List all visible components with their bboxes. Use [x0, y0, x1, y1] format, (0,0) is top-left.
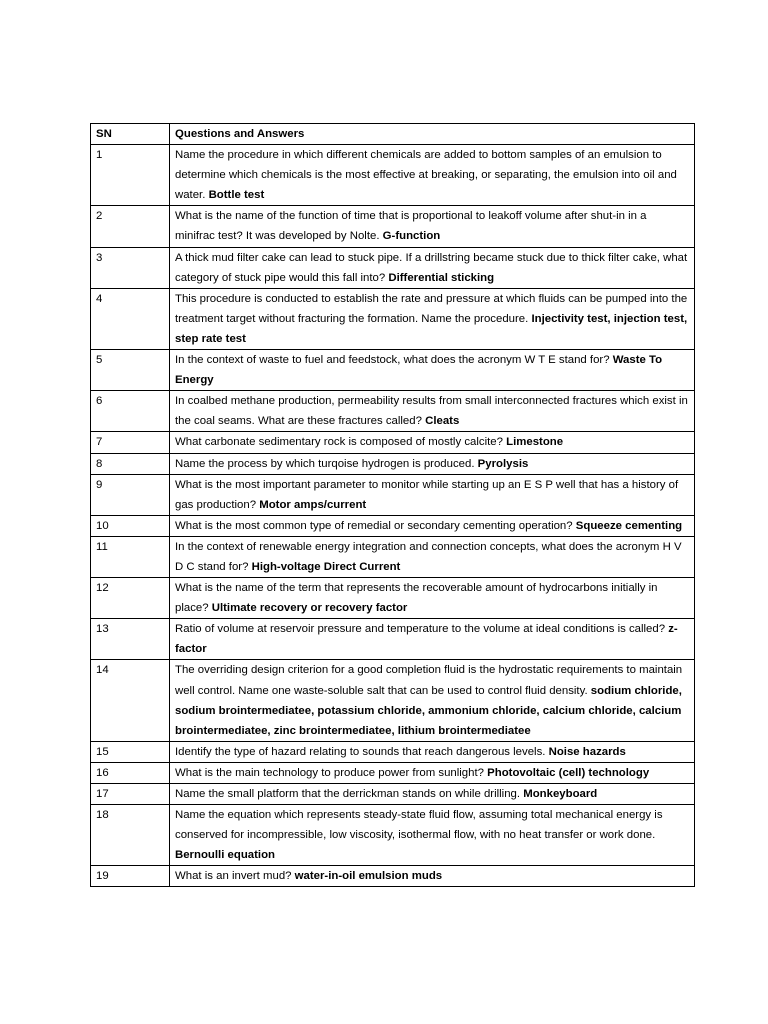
answer-text: Photovoltaic (cell) technology [487, 766, 650, 779]
question-text: What is the name of the term that represents the recoverable amount of hydrocarbons initially in place? [175, 582, 658, 615]
answer-text: Motor amps/current [259, 498, 367, 511]
question-text: In the context of waste to fuel and feedstock, what does the acronym W T E stand for? [175, 354, 613, 367]
answer-text: G-function [382, 230, 441, 243]
row-sn: 6 [91, 391, 170, 432]
question-text: What is an invert mud? [175, 870, 295, 883]
answer-text: Bottle test [208, 189, 265, 202]
row-question-answer [170, 805, 695, 866]
table-row [91, 145, 695, 206]
row-question-answer [170, 536, 695, 577]
question-text: Name the equation which represents steady-state fluid flow, assuming total mechanical energy is conserved for incompressible, low viscosity, isothermal flow, with no heat transfer or work done. [175, 809, 663, 842]
table-row [91, 206, 695, 247]
row-question-answer [170, 619, 695, 660]
table-row [91, 288, 695, 349]
row-sn: 9 [91, 474, 170, 515]
row-question-answer [170, 391, 695, 432]
header-sn: SN [91, 124, 170, 145]
question-text: What is the most common type of remedial or secondary cementing operation? [175, 519, 576, 532]
table-row [91, 391, 695, 432]
row-sn: 17 [91, 784, 170, 805]
table-row [91, 474, 695, 515]
table-row [91, 536, 695, 577]
row-question-answer [170, 288, 695, 349]
row-sn: 15 [91, 741, 170, 762]
table-row [91, 660, 695, 741]
answer-text: Cleats [425, 415, 460, 428]
answer-text: Ultimate recovery or recovery factor [211, 602, 408, 615]
row-sn: 16 [91, 762, 170, 783]
table-row [91, 762, 695, 783]
question-text: What is the most important parameter to monitor while starting up an E S P well that has a history of gas production? [175, 478, 679, 511]
row-question-answer [170, 515, 695, 536]
row-sn: 4 [91, 288, 170, 349]
row-sn: 13 [91, 619, 170, 660]
table-row [91, 741, 695, 762]
table-row [91, 619, 695, 660]
question-text: The overriding design criterion for a good completion fluid is the hydrostatic requirements to maintain well control. Name one waste-soluble salt that can be used to control fluid density. [175, 664, 683, 697]
row-sn: 2 [91, 206, 170, 247]
row-question-answer [170, 762, 695, 783]
answer-text: Waste To Energy [175, 354, 663, 387]
question-text: Name the small platform that the derrickman stands on while drilling. [175, 788, 524, 800]
table-body [91, 145, 695, 887]
table-row [91, 784, 695, 805]
row-sn: 19 [91, 866, 170, 887]
answer-text: Squeeze cementing [575, 519, 683, 532]
table-row [91, 866, 695, 887]
question-text: Identify the type of hazard relating to sounds that reach dangerous levels. [175, 745, 549, 758]
table-row [91, 805, 695, 866]
question-text: In the context of renewable energy integration and connection concepts, what does the acronym H V D C stand for? [175, 540, 682, 573]
row-question-answer [170, 247, 695, 288]
question-text: Name the process by which turqoise hydrogen is produced. [175, 457, 478, 470]
answer-text: Pyrolysis [477, 457, 529, 470]
question-text: Name the procedure in which different chemicals are added to bottom samples of an emulsion to determine which chemicals is the most effective at breaking, or separating, the emulsion into oil and water. [175, 149, 677, 202]
question-text: Ratio of volume at reservoir pressure and temperature to the volume at ideal conditions is called? [175, 623, 669, 636]
row-sn: 8 [91, 453, 170, 474]
question-text: What carbonate sedimentary rock is composed of mostly calcite? [175, 436, 507, 449]
row-question-answer [170, 145, 695, 206]
row-sn: 14 [91, 660, 170, 741]
row-question-answer [170, 784, 695, 805]
answer-text: Injectivity test, injection test, step rate test [175, 312, 688, 345]
row-sn: 10 [91, 515, 170, 536]
row-question-answer [170, 432, 695, 453]
row-sn: 12 [91, 578, 170, 619]
answer-text: Bernoulli equation [175, 849, 275, 862]
answer-text: High-voltage Direct Current [251, 560, 401, 573]
answer-text: Limestone [506, 436, 564, 449]
question-text: In coalbed methane production, permeability results from small interconnected fractures which exist in the coal seams. What are these fractures called? [175, 395, 688, 428]
question-text: This procedure is conducted to establish the rate and pressure at which fluids can be pumped into the treatment target without fracturing the formation. Name the procedure. [175, 292, 688, 325]
row-question-answer [170, 578, 695, 619]
table-row [91, 578, 695, 619]
question-text: What is the name of the function of time that is proportional to leakoff volume after shut-in in a minifrac test? It was developed by Nolte. [175, 210, 647, 243]
row-question-answer [170, 453, 695, 474]
row-sn: 1 [91, 145, 170, 206]
header-questions-answers: Questions and Answers [170, 124, 695, 145]
row-question-answer [170, 660, 695, 741]
row-sn: 7 [91, 432, 170, 453]
table-row [91, 453, 695, 474]
answer-text: z-factor [175, 623, 678, 656]
question-text: What is the main technology to produce power from sunlight? [175, 766, 488, 779]
answer-text: Differential sticking [388, 271, 495, 284]
row-sn: 11 [91, 536, 170, 577]
row-sn: 18 [91, 805, 170, 866]
row-question-answer [170, 350, 695, 391]
row-sn: 3 [91, 247, 170, 288]
question-text: A thick mud filter cake can lead to stuck pipe. If a drillstring became stuck due to thick filter cake, what category of stuck pipe would this fall into? [175, 251, 688, 284]
row-sn: 5 [91, 350, 170, 391]
table-row [91, 247, 695, 288]
row-question-answer [170, 474, 695, 515]
table-row [91, 432, 695, 453]
answer-text: Monkeyboard [523, 788, 598, 800]
table-row [91, 515, 695, 536]
answer-text: Noise hazards [548, 745, 626, 758]
answer-text: sodium chloride, sodium brointermediatee, potassium chloride, ammonium chloride, calcium chloride, calcium brointermediatee, zinc brointermediatee, lithium brointermediatee [175, 684, 682, 737]
qa-table [90, 123, 695, 887]
row-question-answer [170, 866, 695, 887]
table-row [91, 350, 695, 391]
row-question-answer [170, 206, 695, 247]
table-header-row [91, 124, 695, 145]
row-question-answer [170, 741, 695, 762]
answer-text: water-in-oil emulsion muds [294, 870, 443, 883]
